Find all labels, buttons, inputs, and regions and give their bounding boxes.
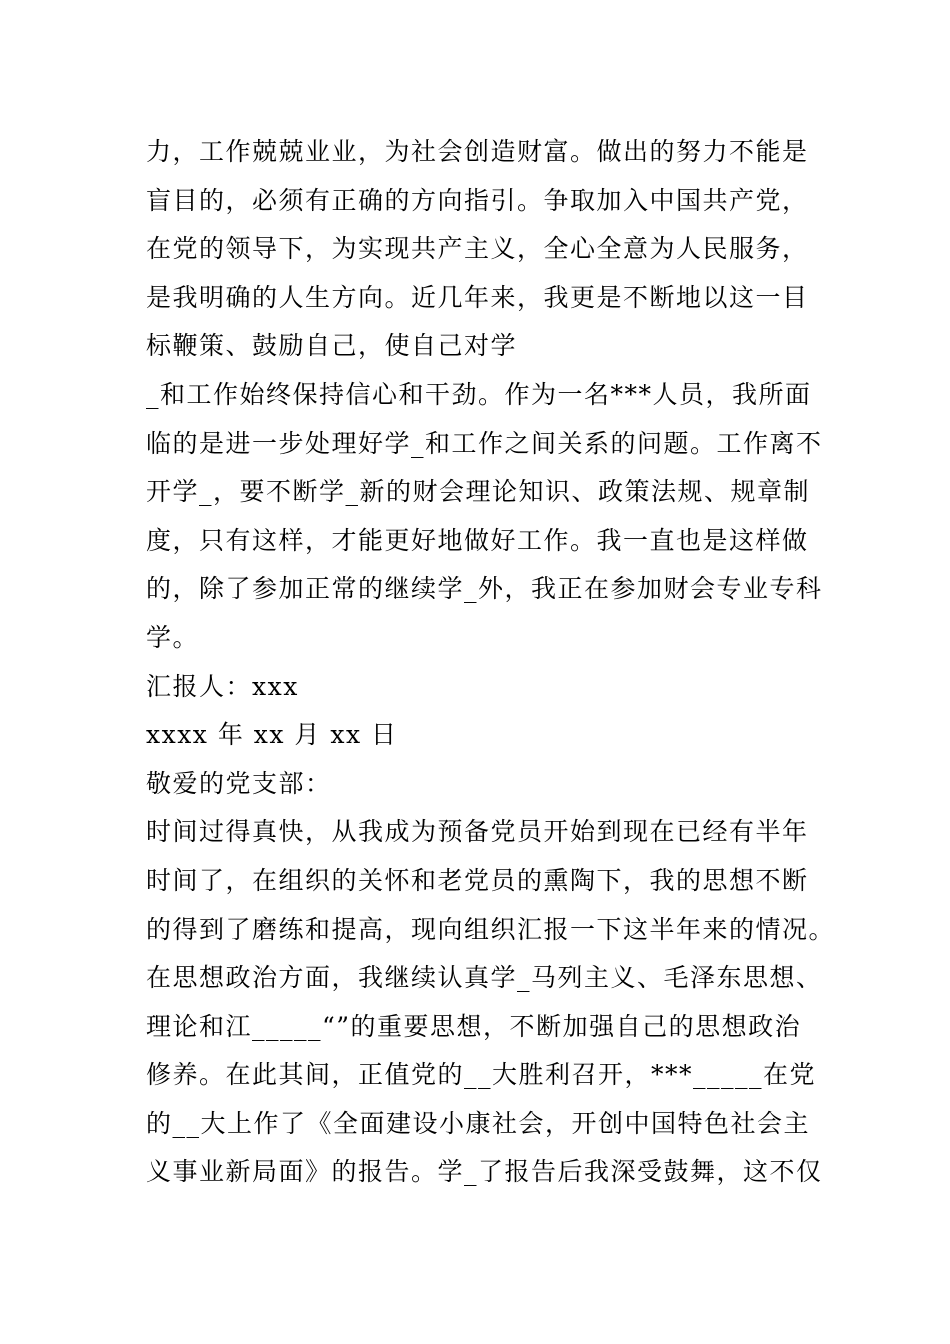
text-line: 开学_，要不断学_新的财会理论知识、政策法规、规章制 xyxy=(146,477,811,507)
text-line: 时间了，在组织的关怀和老党员的熏陶下，我的思想不断 xyxy=(146,865,809,895)
reporter-line: 汇报人：xxx xyxy=(146,671,299,701)
text-line: 临的是进一步处理好学_和工作之间关系的问题。工作离不 xyxy=(146,428,823,458)
text-line: 在党的领导下，为实现共产主义，全心全意为人民服务， xyxy=(146,234,809,264)
text-line: _和工作始终保持信心和干劲。作为一名***人员，我所面 xyxy=(146,379,812,409)
text-line: 在思想政治方面，我继续认真学_马列主义、毛泽东思想、 xyxy=(146,963,823,993)
text-line: 学。 xyxy=(146,622,200,652)
text-line: 修养。在此其间，正值党的__大胜利召开，***_____在党 xyxy=(146,1060,817,1090)
text-line: 度，只有这样，才能更好地做好工作。我一直也是这样做 xyxy=(146,525,809,555)
date-line: xxxx 年 xx 月 xx 日 xyxy=(146,720,398,750)
text-line: 时间过得真快，从我成为预备党员开始到现在已经有半年 xyxy=(146,817,809,847)
document-body xyxy=(146,128,836,1197)
text-line: 力，工作兢兢业业，为社会创造财富。做出的努力不能是 xyxy=(146,137,809,166)
text-line: 盲目的，必须有正确的方向指引。争取加入中国共产党， xyxy=(146,185,809,215)
text-line: 标鞭策、鼓励自己，使自己对学 xyxy=(146,331,518,361)
text-line: 是我明确的人生方向。近几年来，我更是不断地以这一目 xyxy=(146,282,809,312)
text-line: 的得到了磨练和提高，现向组织汇报一下这半年来的情况。 xyxy=(146,914,836,944)
text-line: 的__大上作了《全面建设小康社会，开创中国特色社会主 xyxy=(146,1108,811,1138)
text-line: 理论和江_____“”的重要思想，不断加强自己的思想政治 xyxy=(146,1011,802,1041)
text-line: 义事业新局面》的报告。学_了报告后我深受鼓舞，这不仅 xyxy=(146,1157,823,1187)
salutation-line: 敬爱的党支部： xyxy=(146,768,332,798)
text-line: 的，除了参加正常的继续学_外，我正在参加财会专业专科 xyxy=(146,574,823,604)
